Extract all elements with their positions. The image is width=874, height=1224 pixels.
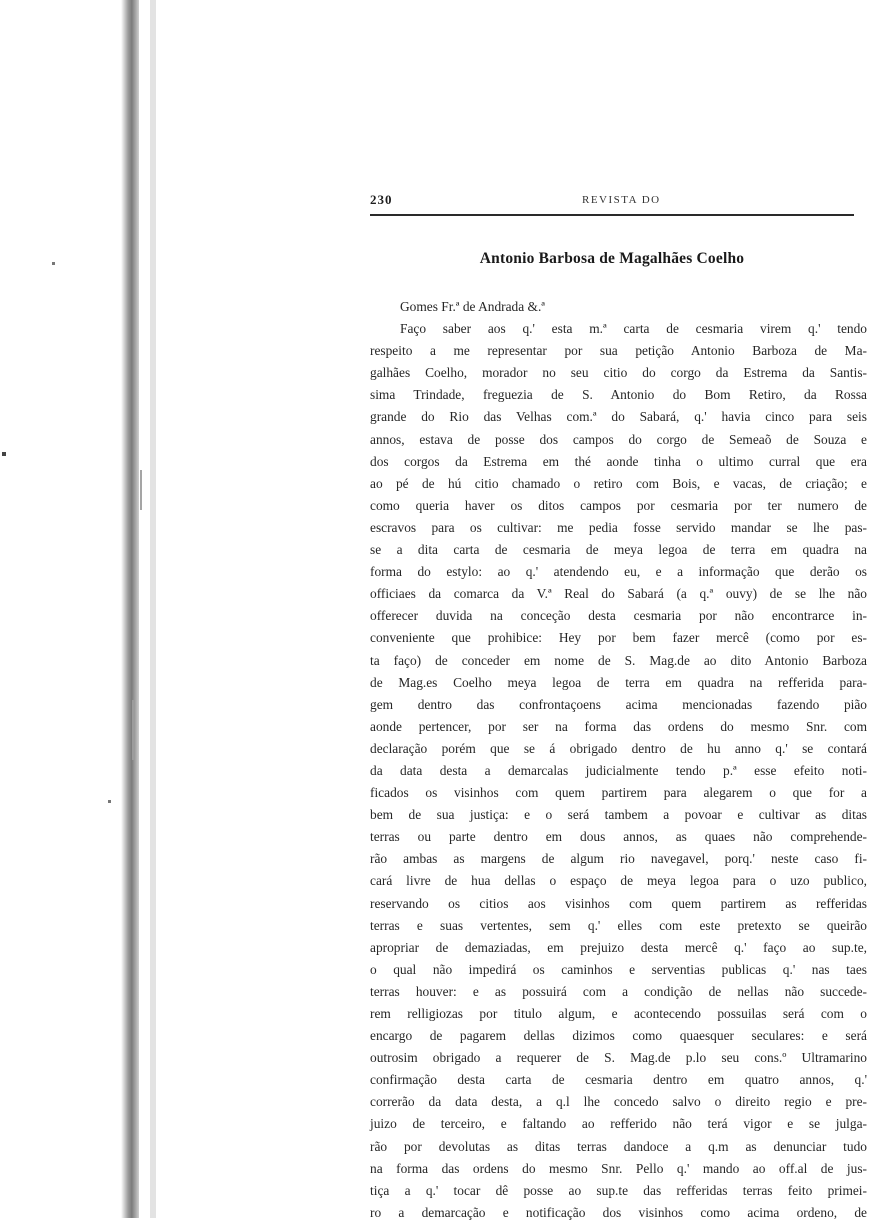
body-line: bem de sua justiça: e o será tambem a povoar e cultivar as ditas bbox=[370, 807, 867, 823]
body-line: galhães Coelho, morador no seu citio do corgo da Estrema da Santis- bbox=[370, 365, 867, 381]
body-line: grande do Rio das Velhas com.ª do Sabará, q.' havia cinco para seis bbox=[370, 409, 867, 425]
body-line: da data desta a demarcalas judicialmente tendo p.ª esse efeito noti- bbox=[370, 762, 867, 778]
article-body bbox=[370, 296, 867, 1224]
body-line: apropriar de demaziadas, em prejuizo desta mercê q.' faço ao sup.te, bbox=[370, 939, 867, 955]
body-line: correrão da data desta, a q.l lhe concedo salvo o direito regio e pre- bbox=[370, 1094, 867, 1110]
body-line: ro a demarcação e notificação dos visinhos como acima ordeno, de bbox=[370, 1204, 867, 1220]
body-line: rão por devolutas as ditas terras dandoce a q.m as denunciar tudo bbox=[370, 1138, 867, 1154]
body-line: terras houver: e as possuirá com a condição de nellas não succede- bbox=[370, 983, 867, 999]
body-line: rem relligiozas por titulo algum, e acontecendo possuilas será com o bbox=[370, 1006, 867, 1021]
body-line: sima Trindade, freguezia de S. Antonio do Bom Retiro, da Rossa bbox=[370, 387, 867, 403]
body-line: respeito a me representar por sua petição Antonio Barboza de Ma- bbox=[370, 343, 867, 359]
body-line: confirmação desta carta de cesmaria dentro em quatro annos, q.' bbox=[370, 1072, 867, 1088]
page-number: 230 bbox=[370, 192, 393, 207]
body-line: se a dita carta de cesmaria de meya legoa de terra em quadra na bbox=[370, 542, 867, 558]
body-line: aonde pertencer, por ser na forma das ordens do mesmo Snr. com bbox=[370, 718, 867, 734]
running-head: REVISTA DO bbox=[582, 194, 661, 206]
body-line: forma do estylo: ao q.' atendendo eu, e a informação que derão os bbox=[370, 564, 867, 580]
scan-speck bbox=[2, 452, 6, 456]
body-line: annos, estava de posse dos campos do corgo de Semeaõ de Souza e bbox=[370, 431, 867, 447]
body-line: ao pé de hú citio chamado o retiro com Bois, e vacas, de criação; e bbox=[370, 475, 867, 491]
body-line: offerecer duvida na conceção desta cesmaria por não encontrarce in- bbox=[370, 608, 867, 624]
body-line: tiça a q.' tocar dê posse ao sup.te das refferidas terras feito primei- bbox=[370, 1182, 867, 1198]
body-line: declaração porém que se á obrigado dentro de hu anno q.' se contará bbox=[370, 740, 867, 756]
body-line: ta faço) de conceder em nome de S. Mag.de ao dito Antonio Barboza bbox=[370, 652, 867, 668]
body-line: como queria haver os ditos campos por cesmaria por ter numero de bbox=[370, 497, 867, 513]
scan-speck bbox=[52, 262, 55, 265]
body-line: dos corgos da Estrema em thé aonde tinha o ultimo curral que era bbox=[370, 453, 867, 469]
scan-speck bbox=[108, 800, 111, 803]
body-line: encargo de pagarem dellas dizimos como quaesquer seculares: e será bbox=[370, 1028, 867, 1044]
binding-shadow-inner bbox=[150, 0, 156, 1218]
body-line: gem dentro das confrontaçoens acima mencionadas fazendo pião bbox=[370, 696, 867, 712]
body-line: de Mag.es Coelho meya legoa de terra em quadra na refferida para- bbox=[370, 674, 867, 690]
article-title: Antonio Barbosa de Magalhães Coelho bbox=[479, 250, 745, 267]
body-line: o qual não impedirá os caminhos e serventias publicas q.' nas taes bbox=[370, 961, 867, 977]
body-line: conveniente que prohibice: Hey por bem fazer mercê (como por es- bbox=[370, 630, 867, 646]
binding-shadow bbox=[121, 0, 139, 1218]
body-line: rão ambas as margens de algum rio navegavel, porq.' neste caso fi- bbox=[370, 851, 867, 867]
body-line: na forma das ordens do mesmo Snr. Pello q.' mando ao off.al de jus- bbox=[370, 1160, 867, 1176]
body-line: escravos para os cultivar: me pedia fosse servido mandar se lhe pas- bbox=[370, 519, 867, 535]
scan-speck bbox=[132, 700, 134, 760]
body-line: terras ou parte dentro em dous annos, as quaes não comprehende- bbox=[370, 829, 867, 845]
body-line: Gomes Fr.ª de Andrada &.ª bbox=[400, 299, 545, 314]
page-header bbox=[370, 192, 854, 216]
body-line: officiaes da comarca da V.ª Real do Sabará (a q.ª ouvy) de se lhe não bbox=[370, 586, 867, 602]
body-line: Faço saber aos q.' esta m.ª carta de cesmaria virem q.' tendo bbox=[400, 321, 867, 337]
body-line: outrosim obrigado a requerer de S. Mag.de p.lo seu cons.º Ultramarino bbox=[370, 1050, 867, 1066]
body-line: terras e suas vertentes, sem q.' elles com este pretexto se queirão bbox=[370, 917, 867, 933]
body-line: cará livre de hua dellas o espaço de meya legoa para o uzo publico, bbox=[370, 873, 867, 889]
body-line: reservando os citios aos visinhos com quem partirem as refferidas bbox=[370, 895, 867, 911]
scan-speck bbox=[140, 470, 142, 510]
body-line: juizo de terceiro, e faltando ao refferido não terá vigor e se julga- bbox=[370, 1116, 867, 1132]
body-line: ficados os visinhos com quem partirem para alegarem o que for a bbox=[370, 785, 867, 801]
